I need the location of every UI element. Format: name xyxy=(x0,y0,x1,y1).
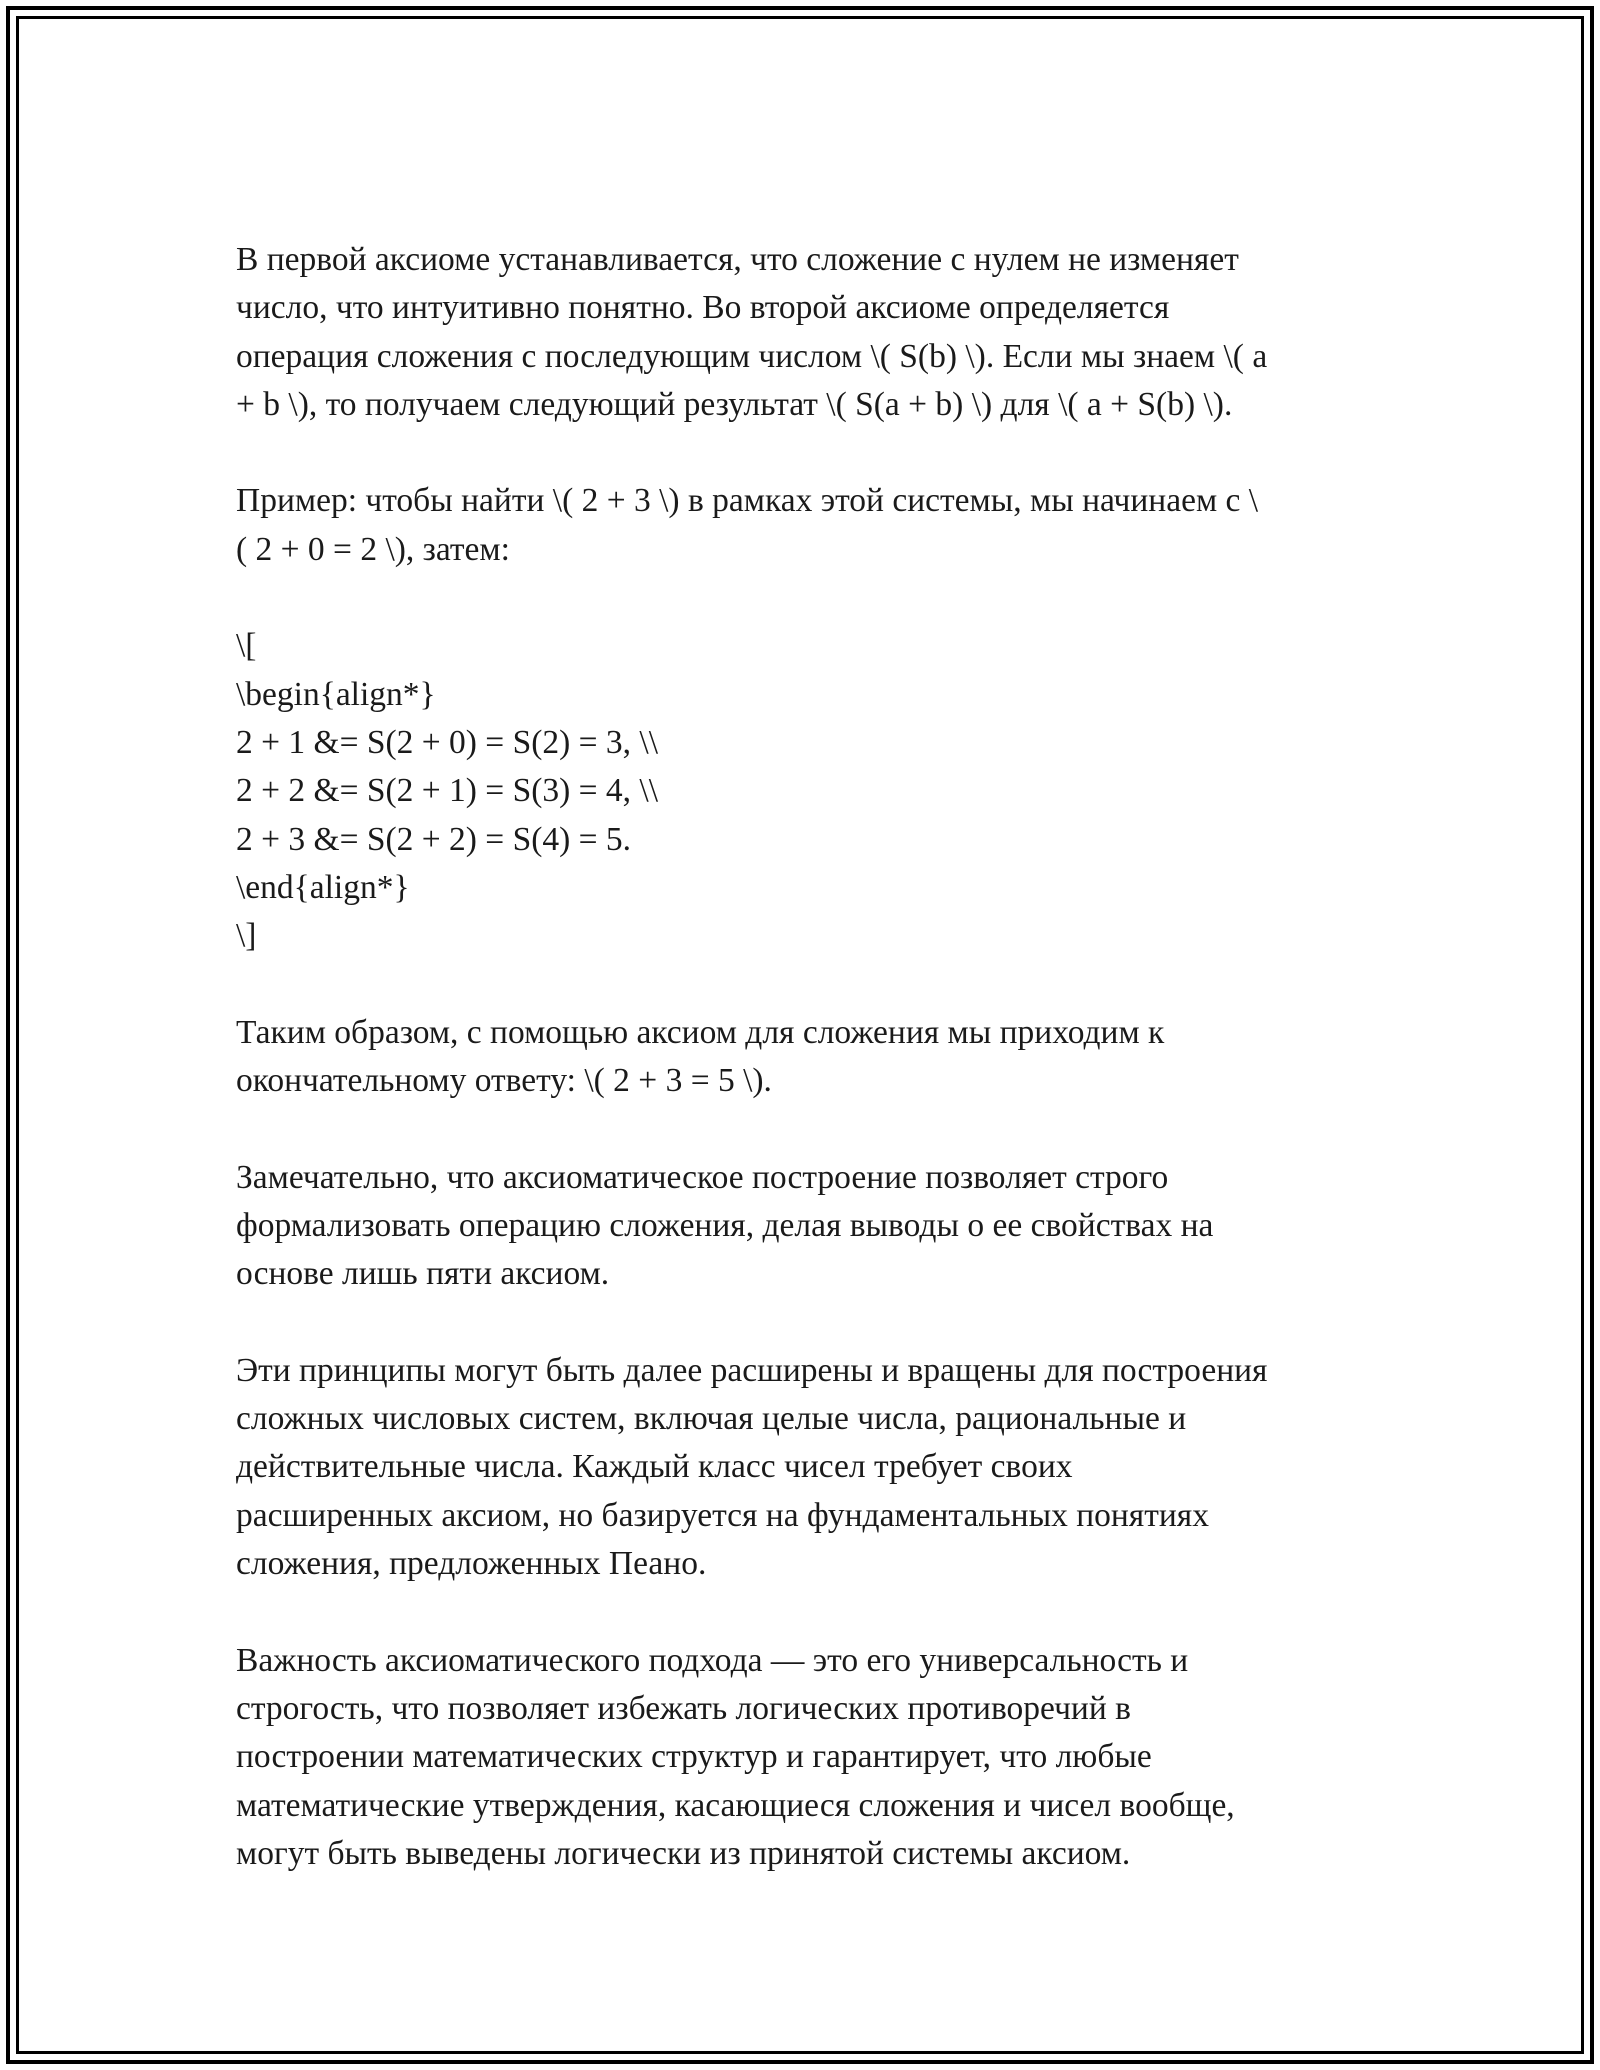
text-line: + b \), то получаем следующий результат \( S(a + b) \) для \( a + S(b) \). xyxy=(236,385,1233,423)
text-line: построении математических структур и гарантирует, что любые xyxy=(236,1738,1152,1776)
text-line: могут быть выведены логически из принятой системы аксиом. xyxy=(236,1834,1131,1872)
latex-line: \begin{align*} xyxy=(236,675,436,713)
text-line: основе лишь пяти аксиом. xyxy=(236,1255,610,1293)
text-line: ( 2 + 0 = 2 \), затем: xyxy=(236,530,510,568)
paragraph-importance xyxy=(236,1637,1376,1878)
text-line: операция сложения с последующим числом \( S(b) \). Если мы знаем \( a xyxy=(236,337,1268,375)
text-line: число, что интуитивно понятно. Во второй аксиоме определяется xyxy=(236,289,1170,327)
latex-line: 2 + 1 &= S(2 + 0) = S(2) = 3, \\ xyxy=(236,723,659,761)
text-line: формализовать операцию сложения, делая выводы о ее свойствах на xyxy=(236,1206,1214,1244)
text-line: Пример: чтобы найти \( 2 + 3 \) в рамках этой системы, мы начинаем с \ xyxy=(236,482,1259,520)
text-line: Эти принципы могут быть далее расширены и вращены для построения xyxy=(236,1351,1268,1389)
paragraph-extensions xyxy=(236,1347,1376,1588)
latex-align-block xyxy=(236,622,1376,960)
text-line: сложения, предложенных Пеано. xyxy=(236,1545,707,1583)
text-line: строгость, что позволяет избежать логических противоречий в xyxy=(236,1689,1131,1727)
latex-line: \end{align*} xyxy=(236,868,410,906)
document-body xyxy=(236,236,1376,1926)
text-line: Важность аксиоматического подхода — это его универсальность и xyxy=(236,1641,1189,1679)
paragraph-axioms-intro xyxy=(236,236,1376,429)
text-line: Замечательно, что аксиоматическое построение позволяет строго xyxy=(236,1158,1169,1196)
text-line: Таким образом, с помощью аксиом для сложения мы приходим к xyxy=(236,1013,1165,1051)
latex-line: 2 + 2 &= S(2 + 1) = S(3) = 4, \\ xyxy=(236,772,659,810)
text-line: сложных числовых систем, включая целые числа, рациональные и xyxy=(236,1400,1187,1438)
paragraph-formalization xyxy=(236,1154,1376,1299)
text-line: расширенных аксиом, но базируется на фундаментальных понятиях xyxy=(236,1496,1209,1534)
latex-line: \[ xyxy=(236,627,257,665)
paragraph-conclusion xyxy=(236,1009,1376,1106)
text-line: математические утверждения, касающиеся сложения и чисел вообще, xyxy=(236,1786,1235,1824)
latex-line: \] xyxy=(236,917,257,955)
text-line: В первой аксиоме устанавливается, что сложение с нулем не изменяет xyxy=(236,241,1239,278)
text-line: окончательному ответу: \( 2 + 3 = 5 \). xyxy=(236,1062,772,1100)
latex-line: 2 + 3 &= S(2 + 2) = S(4) = 5. xyxy=(236,820,632,858)
text-line: действительные числа. Каждый класс чисел требует своих xyxy=(236,1448,1073,1486)
paragraph-example xyxy=(236,477,1376,574)
